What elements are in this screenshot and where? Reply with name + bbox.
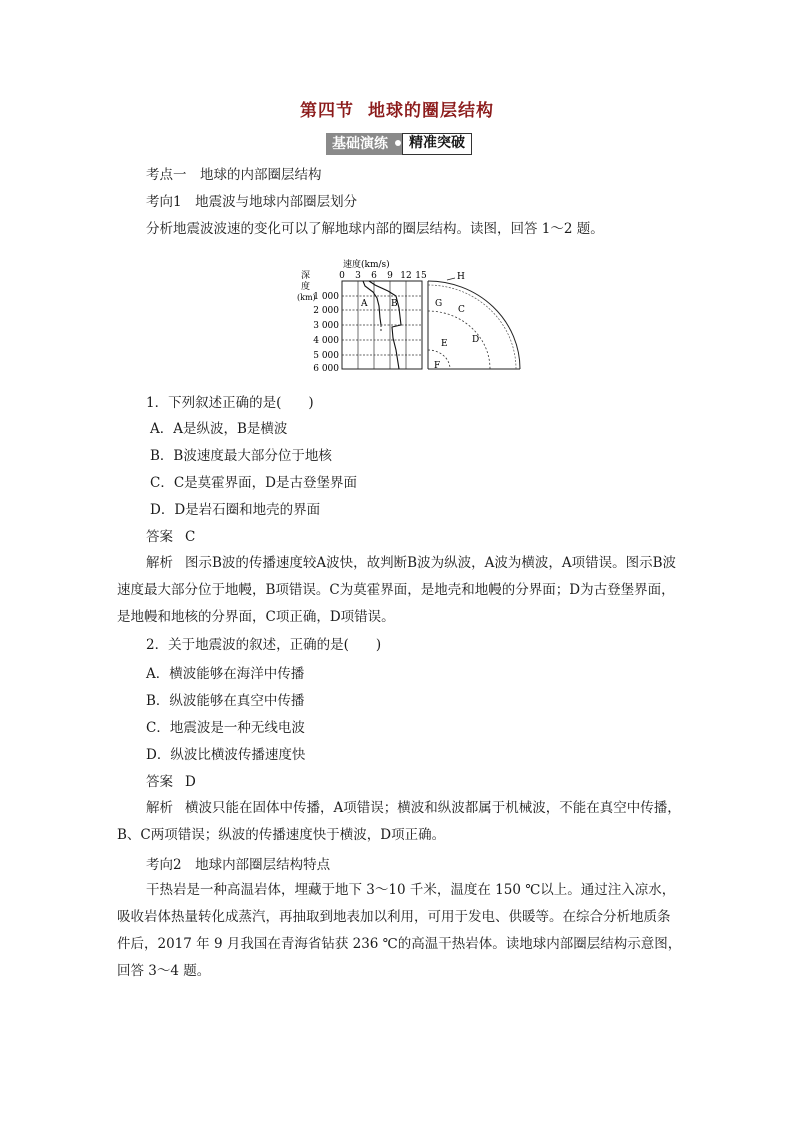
depth-tick: 2 000 — [313, 306, 339, 316]
depth-tick: 5 000 — [313, 351, 339, 361]
intro-2: 干热岩是一种高温岩体，埋藏于地下 3～10 千米，温度在 150 ℃以上。通过注入凉水，吸收岩体热量转化成蒸汽，再抽取到地表加以利用，可用于发电、供暖等。在综合分析地质条件后，2017 年 9 月我国在青海省钻获 236 ℃的高温干热岩体。读地球内部圈层结构示意图，回答 3～4 题。 — [117, 882, 682, 979]
layer-f-label: F — [434, 361, 441, 371]
question-2-option-c: C．地震波是一种无线电波 — [146, 720, 305, 736]
depth-label-3: (km) — [297, 293, 316, 302]
layer-h-label: H — [457, 272, 465, 282]
depth-tick: 4 000 — [313, 336, 339, 346]
seismic-wave-figure — [295, 258, 525, 374]
question-2-stem: 2．关于地震波的叙述，正确的是( ) — [146, 637, 382, 653]
page-title — [0, 96, 794, 121]
speed-tick: 9 — [387, 271, 393, 281]
topic-heading: 考点一 地球的内部圈层结构 — [146, 167, 322, 183]
answer-label: 答案 — [146, 529, 173, 545]
analysis-text: 横波只能在固体中传播，A项错误；横波和纵波都属于机械波，不能在真空中传播，B、C两项错误；纵波的传播速度快于横波，D项正确。 — [117, 800, 681, 843]
speed-tick: 12 — [400, 271, 412, 281]
question-1-option-d: D．D是岩石圈和地壳的界面 — [150, 502, 321, 518]
speed-tick: 15 — [415, 271, 427, 281]
question-2-option-b: B．纵波能够在真空中传播 — [146, 693, 305, 709]
depth-label-2: 度 — [301, 282, 311, 292]
answer-label: 答案 — [146, 774, 173, 790]
answer-value: D — [185, 774, 196, 790]
section-badge — [326, 133, 472, 155]
question-1-analysis — [117, 550, 682, 631]
direction-heading-1: 考向1 地震波与地球内部圈层划分 — [146, 194, 358, 210]
speed-tick: 0 — [339, 271, 345, 281]
layer-e-label: E — [441, 339, 448, 349]
depth-tick: 1 000 — [313, 292, 339, 302]
depth-tick: 6 000 — [313, 364, 339, 374]
analysis-label: 解析 — [146, 800, 173, 816]
badge-left: 基础演练 — [326, 133, 394, 155]
question-2-option-d: D．纵波比横波传播速度快 — [146, 747, 306, 763]
layer-d-label: D — [472, 335, 480, 345]
layer-g-label: G — [435, 299, 443, 309]
direction-heading-2: 考向2 地球内部圈层结构特点 — [146, 857, 331, 873]
question-2-analysis — [117, 795, 682, 849]
question-1-option-b: B．B波速度最大部分位于地核 — [150, 448, 332, 464]
question-1-stem: 1．下列叙述正确的是( ) — [146, 395, 314, 411]
question-1-option-a: A．A是纵波，B是横波 — [150, 421, 288, 437]
answer-value: C — [185, 529, 196, 545]
section-number: 第四节 — [300, 101, 354, 121]
speed-tick: 6 — [371, 271, 377, 281]
analysis-text: 图示B波的传播速度较A波快，故判断B波为纵波，A波为横波，A项错误。图示B波速度最大部分位于地幔，B项错误。C为莫霍界面，是地壳和地幔的分界面；D为古登堡界面，是地幔和地核的分界面，C项正确，D项错误。 — [117, 555, 677, 625]
question-2-option-a: A．横波能够在海洋中传播 — [146, 666, 305, 682]
depth-tick: 3 000 — [313, 321, 339, 331]
wave-a-label: A — [361, 299, 368, 309]
section-name: 地球的圈层结构 — [368, 101, 494, 121]
intro-1: 分析地震波波速的变化可以了解地球内部的圈层结构。读图，回答 1～2 题。 — [146, 221, 604, 237]
depth-label-1: 深 — [301, 271, 311, 281]
layer-c-label: C — [458, 305, 465, 315]
question-1-answer — [146, 528, 195, 546]
speed-tick: 3 — [355, 271, 361, 281]
question-2-answer — [146, 773, 196, 791]
speed-axis-label: 速度(km/s) — [343, 260, 390, 270]
analysis-label: 解析 — [146, 555, 173, 571]
badge-right: 精准突破 — [402, 133, 472, 155]
question-1-option-c: C．C是莫霍界面，D是古登堡界面 — [150, 475, 357, 491]
wave-b-label: B — [391, 299, 398, 309]
badge-dot-icon — [394, 133, 402, 155]
